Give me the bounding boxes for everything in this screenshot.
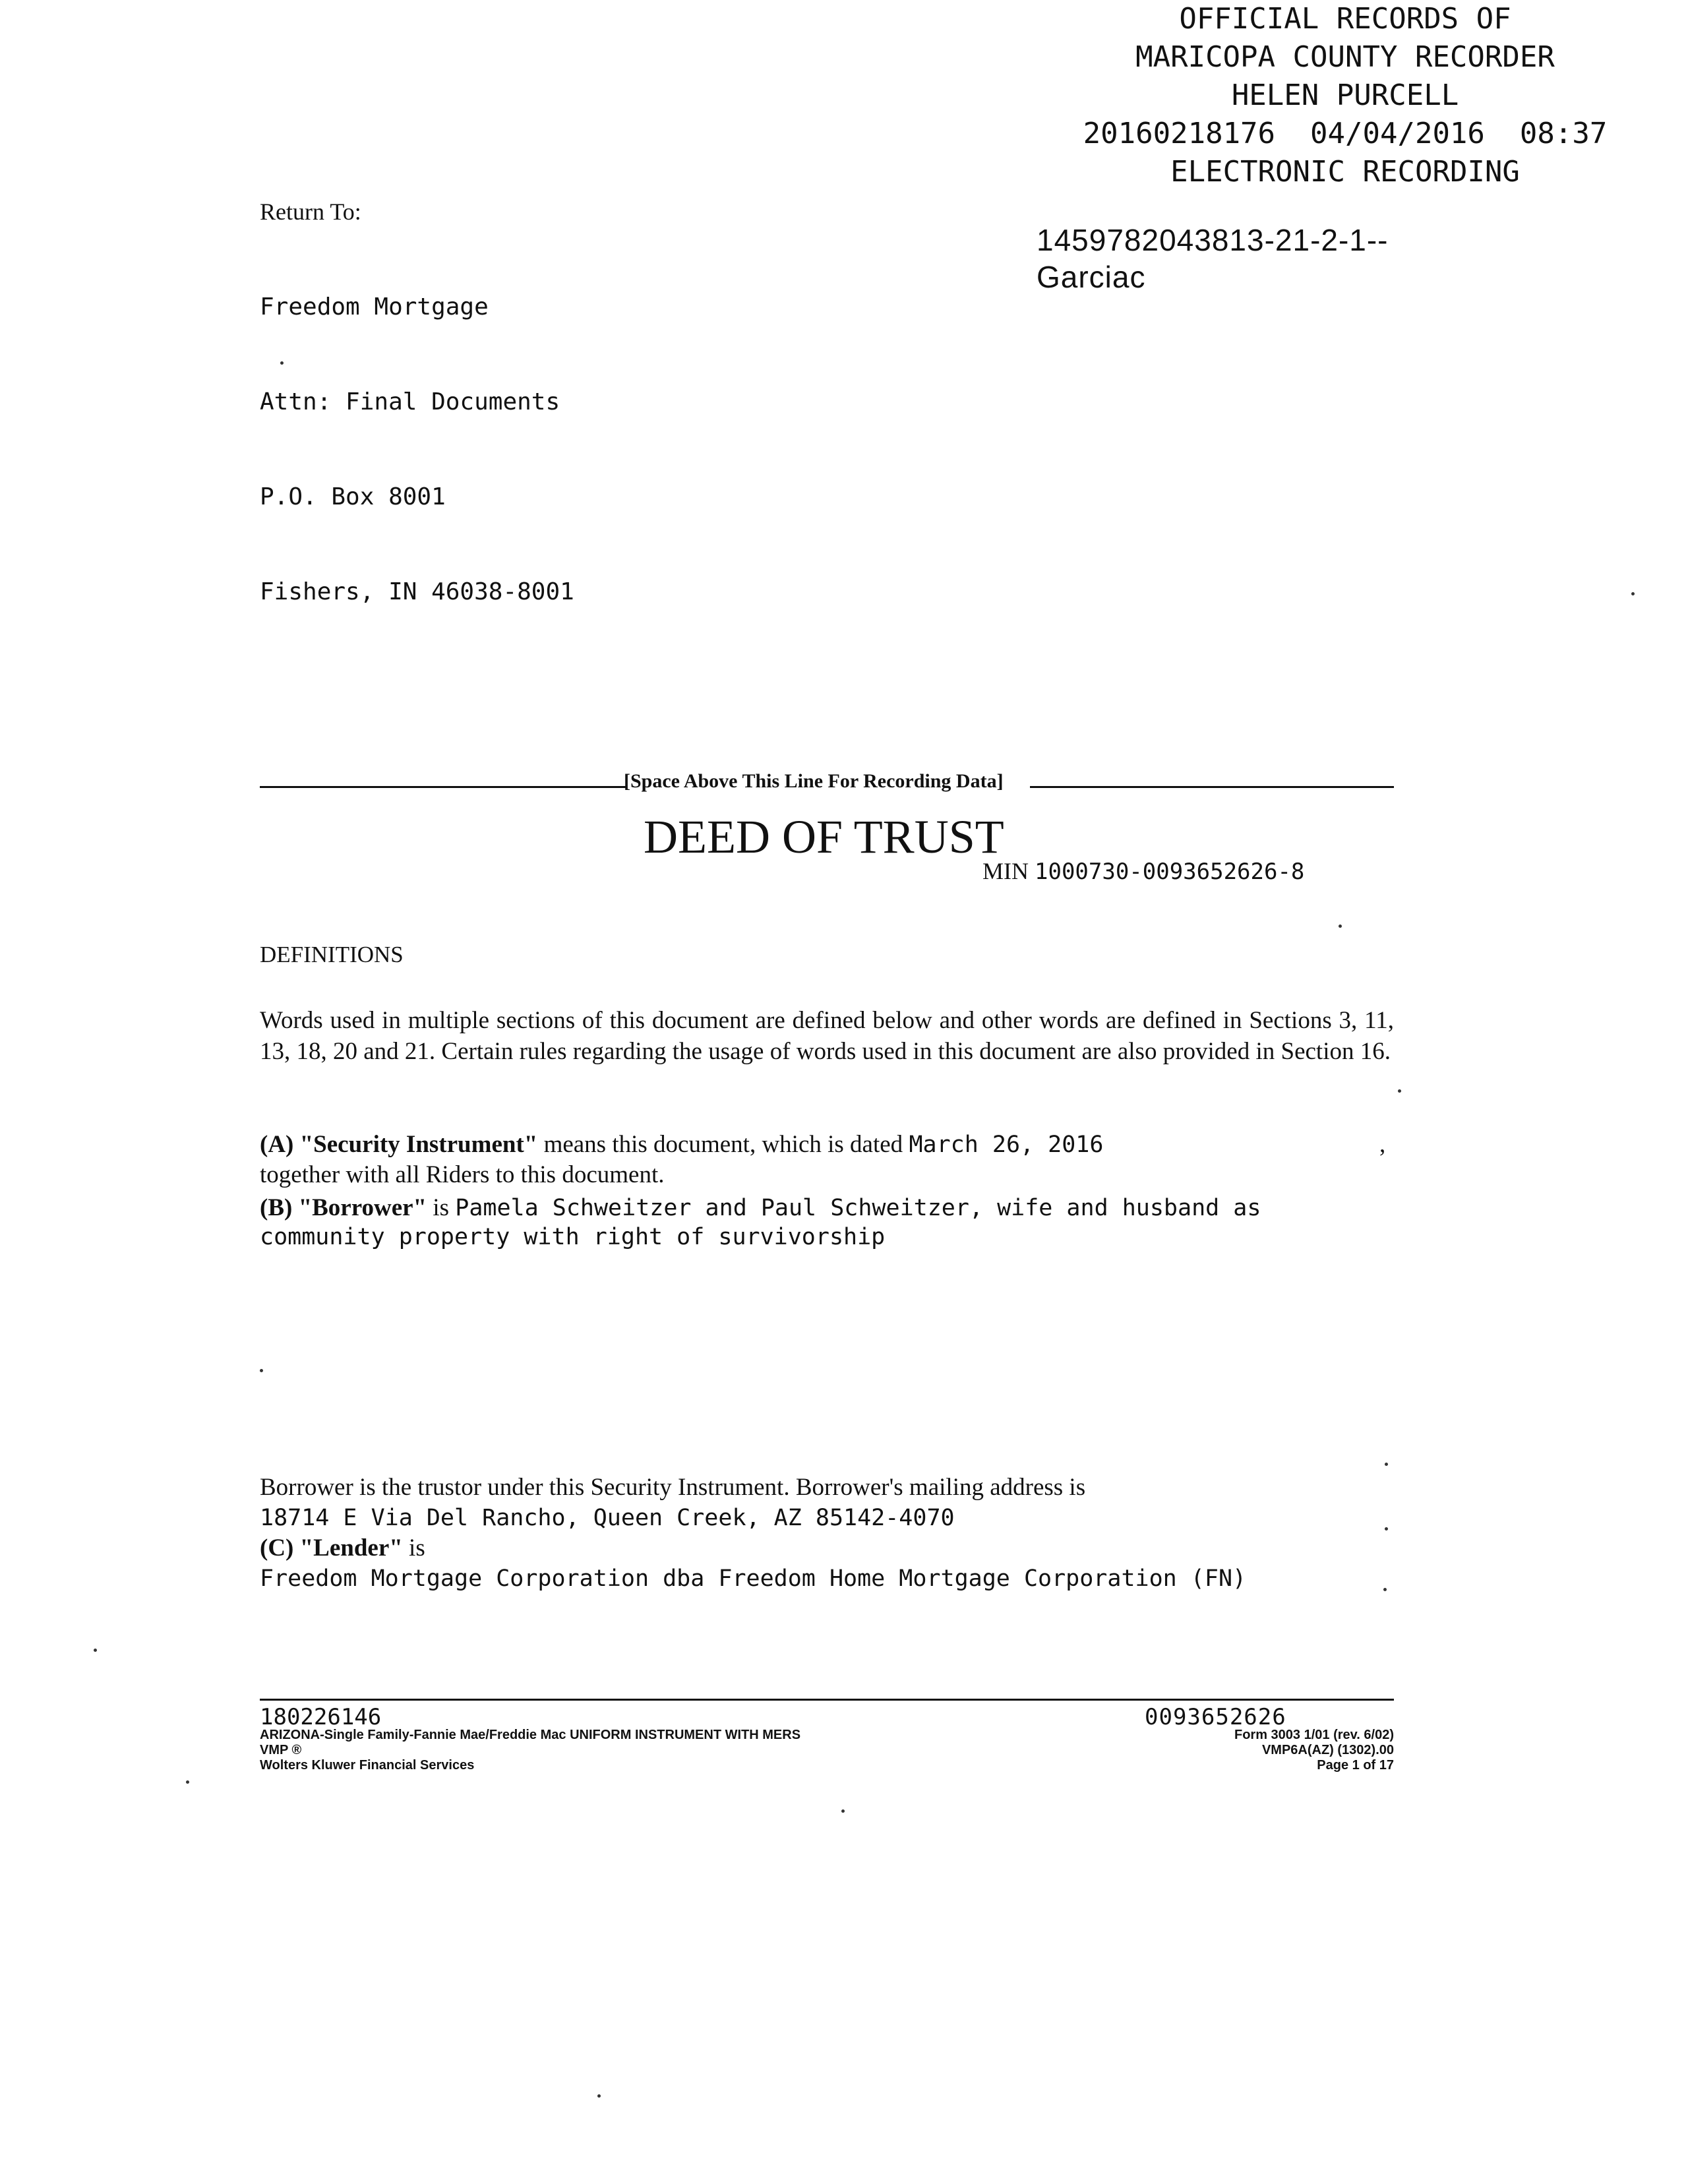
min-value: 1000730-0093652626-8	[1035, 859, 1305, 885]
footer-page-number: Page 1 of 17	[1317, 1758, 1394, 1773]
definition-a	[260, 1130, 1103, 1159]
min-label: MIN	[982, 858, 1029, 884]
scan-speck	[186, 1780, 189, 1784]
footer-form-line: VMP ®	[260, 1743, 302, 1757]
return-to-label: Return To:	[260, 198, 361, 225]
definition-c-text: is	[402, 1534, 425, 1562]
scan-speck	[260, 1369, 263, 1372]
footer-form-info	[260, 1728, 800, 1773]
recorder-line: 20160218176 04/04/2016 08:37	[1083, 117, 1608, 150]
definition-c-label: (C) "Lender"	[260, 1534, 403, 1562]
divider-right	[1030, 786, 1394, 788]
lender-name: Freedom Mortgage Corporation dba Freedom Home Mortgage Corporation (FN)	[260, 1565, 1247, 1592]
borrower-mailing-address: 18714 E Via Del Rancho, Queen Creek, AZ 85142-4070	[260, 1505, 955, 1531]
footer-loan-number: 180226146	[260, 1704, 382, 1730]
return-address-line: Attn: Final Documents	[260, 388, 560, 415]
borrower-name: Pamela Schweitzer and Paul Schweitzer, wife and husband as	[455, 1195, 1261, 1221]
scan-speck	[94, 1649, 97, 1652]
footer-form-meta	[1121, 1728, 1394, 1773]
return-address-line: Fishers, IN 46038-8001	[260, 578, 574, 605]
footer-form-line: Wolters Kluwer Financial Services	[260, 1758, 475, 1773]
recorder-line: MARICOPA COUNTY RECORDER	[1135, 40, 1555, 74]
page-title: DEED OF TRUST	[644, 810, 1004, 863]
scan-speck	[1385, 1463, 1388, 1466]
recording-number: 1459782043813-21-2-1--	[1037, 223, 1389, 257]
borrower-vesting: community property with right of survivorship	[260, 1224, 886, 1250]
scan-speck	[1383, 1588, 1387, 1591]
min-number	[982, 857, 1304, 885]
scan-speck	[1398, 1089, 1401, 1093]
footer-form-version: VMP6A(AZ) (1302).00	[1261, 1743, 1394, 1757]
trustor-statement: Borrower is the trustor under this Security Instrument. Borrower's mailing address is	[260, 1474, 1086, 1501]
recorder-line: ELECTRONIC RECORDING	[1170, 155, 1520, 189]
definition-a-comma: ,	[1379, 1131, 1386, 1158]
scan-speck	[1631, 592, 1635, 595]
scan-speck	[1339, 925, 1342, 928]
scan-speck	[1385, 1527, 1388, 1531]
divider-left	[260, 786, 626, 788]
scan-speck	[280, 361, 284, 365]
recording-space-label: [Space Above This Line For Recording Data]	[624, 770, 1004, 792]
footer-rule	[260, 1699, 1394, 1701]
definition-b-text: is	[427, 1194, 456, 1221]
definition-b	[260, 1194, 1261, 1223]
return-address-line: Freedom Mortgage	[260, 293, 489, 320]
definition-b-line2	[260, 1223, 885, 1252]
return-address-line: P.O. Box 8001	[260, 483, 446, 510]
definitions-intro: Words used in multiple sections of this document are defined below and other words are defined in Sections 3, 11, 13, 18, 20 and 21. Certain rules regarding the usage of words used in this document are also provided in Section 16.	[260, 1007, 1394, 1065]
definition-c	[260, 1534, 425, 1563]
definitions-heading: DEFINITIONS	[260, 942, 404, 967]
definition-a-line2: together with all Riders to this document.	[260, 1161, 665, 1188]
recording-clerk: Garciac	[1037, 260, 1146, 294]
footer-reference-number: 0093652626	[1145, 1704, 1286, 1730]
return-to-address	[260, 228, 574, 640]
recorder-line: HELEN PURCELL	[1231, 78, 1459, 112]
definition-a-text: means this document, which is dated	[537, 1131, 909, 1158]
footer-form-line: ARIZONA-Single Family-Fannie Mae/Freddie Mac UNIFORM INSTRUMENT WITH MERS	[260, 1728, 801, 1742]
scan-speck	[597, 2094, 601, 2098]
recording-id	[1037, 222, 1389, 295]
footer-form-number: Form 3003 1/01 (rev. 6/02)	[1234, 1728, 1394, 1742]
scan-speck	[841, 1809, 845, 1813]
definition-a-label: (A) "Security Instrument"	[260, 1131, 538, 1158]
recorder-line: OFFICIAL RECORDS OF	[1179, 2, 1511, 36]
security-instrument-date: March 26, 2016	[909, 1132, 1104, 1158]
definition-b-label: (B) "Borrower"	[260, 1194, 427, 1221]
recorder-stamp	[1029, 0, 1662, 191]
